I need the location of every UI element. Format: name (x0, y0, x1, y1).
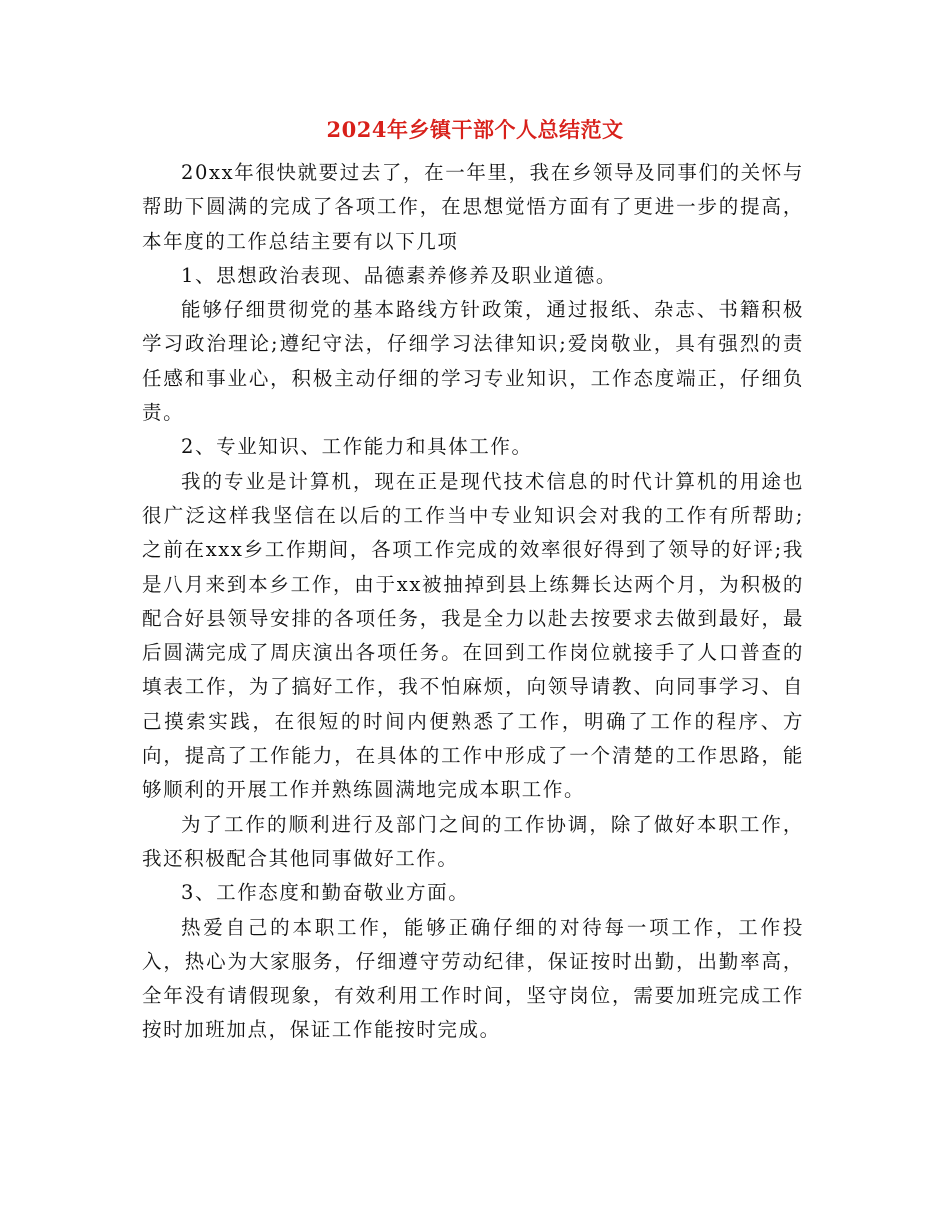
heading-section-2: 2、专业知识、工作能力和具体工作。 (181, 435, 533, 459)
document-title: 2024年乡镇干部个人总结范文 (326, 117, 624, 142)
document-body (142, 156, 804, 1048)
paragraph-intro: 20xx年很快就要过去了，在一年里，我在乡领导及同事们的关怀与帮助下圆满的完成了各项工作，在思想觉悟方面有了更进一步的提高，本年度的工作总结主要有以下几项 (142, 161, 804, 253)
paragraph-section-2: 我的专业是计算机，现在正是现代技术信息的时代计算机的用途也很广泛这样我坚信在以后的工作当中专业知识会对我的工作有所帮助;之前在xxx乡工作期间，各项工作完成的效率很好得到了领导的好评;我是八月来到本乡工作，由于xx被抽掉到县上练舞长达两个月，为积极的配合好县领导安排的各项任务，我是全力以赴去按要求去做到最好，最后圆满完成了周庆演出各项任务。在回到工作岗位就接手了人口普查的填表工作，为了搞好工作，我不怕麻烦，向领导请教、向同事学习、自己摸索实践，在很短的时间内便熟悉了工作，明确了工作的程序、方向，提高了工作能力，在具体的工作中形成了一个清楚的工作思路，能够顺利的开展工作并熟练圆满地完成本职工作。 (142, 469, 804, 802)
heading-section-1: 1、思想政治表现、品德素养修养及职业道德。 (181, 263, 618, 287)
paragraph-section-2-cooperation: 为了工作的顺利进行及部门之间的工作协调，除了做好本职工作，我还积极配合其他同事做好工作。 (142, 812, 804, 870)
paragraph-section-3: 热爱自己的本职工作，能够正确仔细的对待每一项工作，工作投入，热心为大家服务，仔细遵守劳动纪律，保证按时出勤，出勤率高，全年没有请假现象，有效利用工作时间，坚守岗位，需要加班完成工作按时加班加点，保证工作能按时完成。 (142, 915, 804, 1042)
paragraph-section-1: 能够仔细贯彻党的基本路线方针政策，通过报纸、杂志、书籍积极学习政治理论;遵纪守法，仔细学习法律知识;爱岗敬业，具有强烈的责任感和事业心，积极主动仔细的学习专业知识，工作态度端正，仔细负责。 (142, 298, 804, 425)
heading-section-3: 3、工作态度和勤奋敬业方面。 (181, 881, 470, 905)
